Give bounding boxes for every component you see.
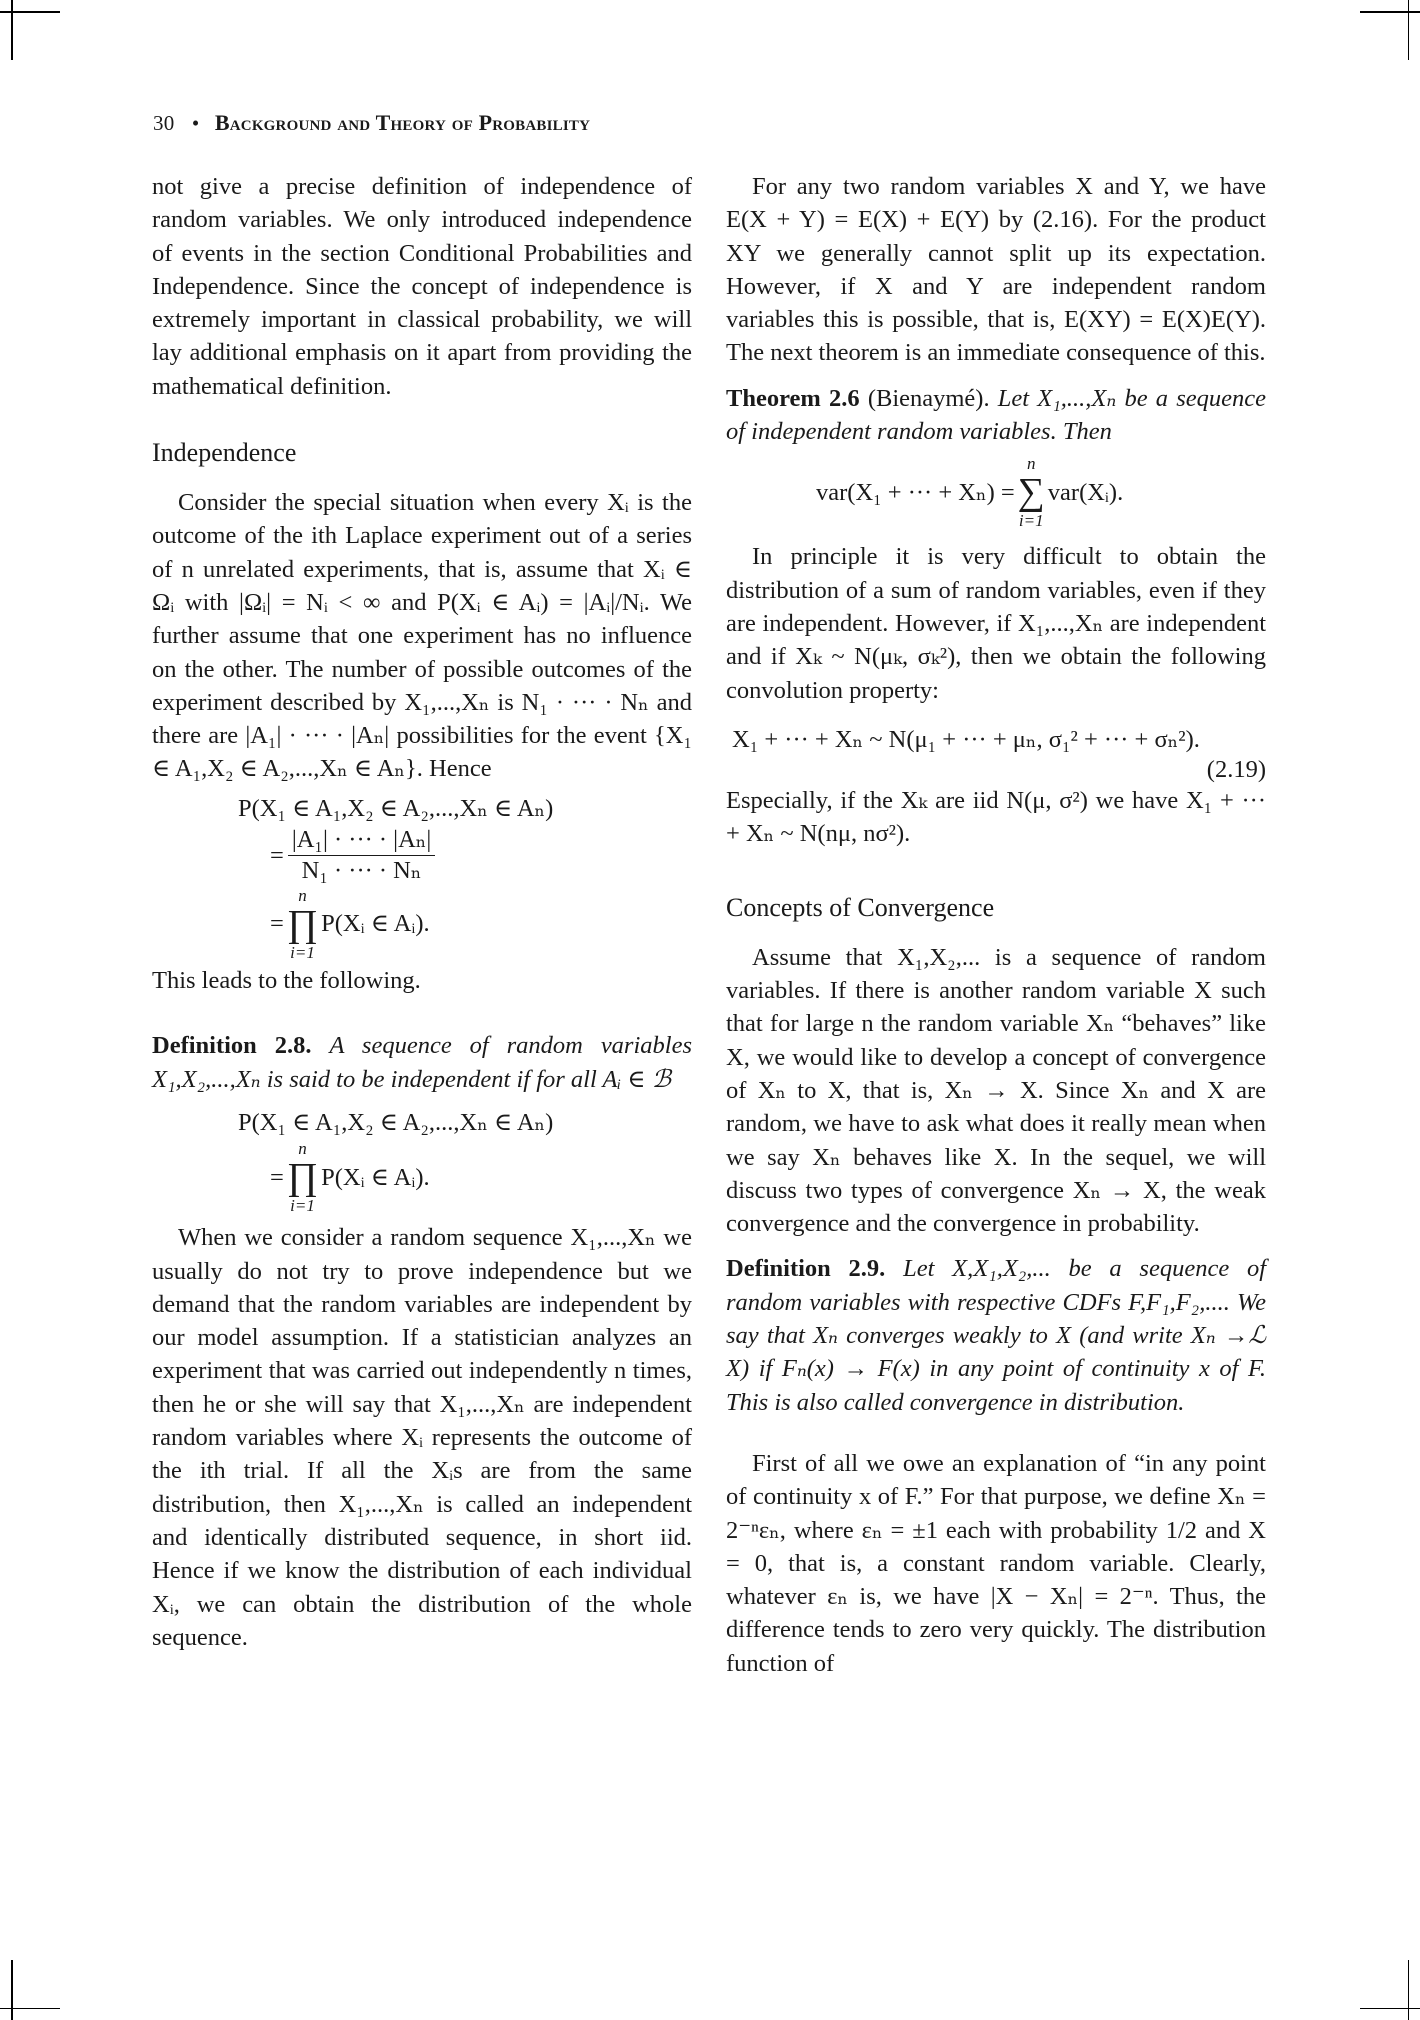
eq1-numerator: |A₁| · ··· · |Aₙ| xyxy=(288,825,435,856)
crop-mark-top-right-h xyxy=(1360,11,1420,13)
equation-bienayme xyxy=(816,454,1266,530)
eq1-line1: P(X₁ ∈ A₁,X₂ ∈ A₂,...,Xₙ ∈ Aₙ) xyxy=(238,794,554,822)
crop-mark-top-right-v xyxy=(1408,0,1410,60)
theorem-2-6-name: (Bienaymé). xyxy=(867,384,990,412)
eq-var-sum-upper: n xyxy=(1026,454,1036,474)
paragraph-assume: Assume that X₁,X₂,... is a sequence of random variables. If there is another random variable X such that for large n the random variable Xₙ “behaves” like X, we would like to develop a concept of convergence of Xₙ to X, that is, Xₙ → X. Since Xₙ and X are random, we have to ask what does it really mean when we say Xₙ behaves like X. In the sequel, we will discuss two types of convergence Xₙ → X, the weak convergence and the convergence in probability. xyxy=(726,943,1266,1238)
running-head xyxy=(153,110,590,136)
definition-2-9-text: Let X,X₁,X₂,... be a sequence of random variables with respective CDFs F,F₁,F₂,.... We say that Xₙ converges weakly to X (and write Xₙ →ℒ X) if Fₙ(x) → F(x) in any point of continuity x of F. This is also called convergence in distribution. xyxy=(726,1255,1267,1416)
theorem-2-6-text: Let X₁,...,Xₙ be a sequence of independent random variables. Then xyxy=(726,384,1266,446)
eq1-product-row xyxy=(270,886,692,962)
eq-var-sum-operator xyxy=(1018,454,1045,530)
paragraph-intro: not give a precise definition of independence of random variables. We only introduced independence of events in the section Conditional Probabilities and Independence. Since the concept of independence is extremely important in classical probability, we will lay additional emphasis on it apart from providing the mathematical definition. xyxy=(152,173,692,400)
eq219-formula: X₁ + ··· + Xₙ ~ N(μ₁ + ··· + μₙ, σ₁² + ··· + σₙ²). xyxy=(732,725,1200,753)
theorem-2-6-label: Theorem 2.6 xyxy=(726,384,860,412)
definition-2-8 xyxy=(152,1029,692,1096)
eq1-equals: = xyxy=(270,841,284,869)
section-heading-convergence: Concepts of Convergence xyxy=(726,892,995,922)
eq2-line1: P(X₁ ∈ A₁,X₂ ∈ A₂,...,Xₙ ∈ Aₙ) xyxy=(238,1108,554,1136)
eq2-product-lower: i=1 xyxy=(290,1196,315,1216)
right-column xyxy=(726,170,1266,1680)
crop-mark-bottom-right-v xyxy=(1408,1960,1410,2020)
eq1-product-operator xyxy=(287,886,318,962)
eq1-equals-2: = xyxy=(270,910,284,938)
eq1-product-upper: n xyxy=(298,886,307,906)
paragraph-first: First of all we owe an explanation of “in any point of continuity x of F.” For that purpose, we define Xₙ = 2⁻ⁿεₙ, where εₙ = ±1 each with probability 1/2 and X = 0, that is, a constant random variable. Clearly, whatever εₙ is, we have |X − Xₙ| = 2⁻ⁿ. Thus, the difference tends to zero very quickly. The distribution function of xyxy=(726,1449,1266,1677)
equation-independence-definition xyxy=(238,1106,692,1215)
eq2-product-row xyxy=(270,1139,692,1215)
theorem-2-6 xyxy=(726,382,1266,449)
eq-var-lhs: var(X₁ + ··· + Xₙ) = xyxy=(816,478,1015,506)
paragraph-when: When we consider a random sequence X₁,...,Xₙ we usually do not try to prove independence but we demand that the random variables are independent by our model assumption. If a statistician analyzes an experiment that was carried out independently n times, then he or she will say that X₁,...,Xₙ are independent random variables where Xᵢ represents the outcome of the ith trial. If all the Xᵢs are from the same distribution, then X₁,...,Xₙ is called an independent and identically distributed sequence, in short iid. Hence if we know the distribution of each individual Xᵢ, we can obtain the distribution of the whole sequence. xyxy=(152,1224,692,1651)
eq-var-sum-lower: i=1 xyxy=(1018,511,1044,531)
definition-2-9 xyxy=(726,1252,1266,1418)
crop-mark-top-left-h xyxy=(0,11,60,13)
eq1-denominator: N₁ · ··· · Nₙ xyxy=(301,857,422,885)
eq1-fraction-row xyxy=(270,825,692,886)
header-bullet: • xyxy=(191,111,200,135)
eq2-product-upper: n xyxy=(298,1139,307,1159)
running-title: Background and Theory of Probability xyxy=(214,110,591,135)
crop-mark-bottom-right-h xyxy=(1360,2008,1420,2010)
paragraph-consider: Consider the special situation when every Xᵢ is the outcome of the ith Laplace experiment out of a series of n unrelated experiments, that is, assume that Xᵢ ∈ Ωᵢ with |Ωᵢ| = Nᵢ < ∞ and P(Xᵢ ∈ Aᵢ) = |Aᵢ|/Nᵢ. We further assume that one experiment has no influence on the other. The number of possible outcomes of the experiment described by X₁,...,Xₙ is N₁ · ··· · Nₙ and there are |A₁| · ··· · |Aₙ| possibilities for the event {X₁ ∈ A₁,X₂ ∈ A₂,...,Xₙ ∈ Aₙ}. Hence xyxy=(152,489,692,783)
eq1-product-symbol: ∏ xyxy=(286,903,319,946)
paragraph-leads: This leads to the following. xyxy=(152,967,421,995)
crop-mark-bottom-left-v xyxy=(11,1960,13,2020)
eq2-product-symbol: ∏ xyxy=(286,1156,319,1199)
eq219-tag: (2.19) xyxy=(1206,756,1266,784)
left-column xyxy=(152,170,692,1654)
paragraph-forany: For any two random variables X and Y, we have E(X + Y) = E(X) + E(Y) by (2.16). For the product XY we generally cannot split up its expectation. However, if X and Y are independent random variables this is possible, that is, E(XY) = E(X)E(Y). The next theorem is an immediate consequence of this. xyxy=(726,173,1266,367)
eq-var-rhs: var(Xᵢ). xyxy=(1047,478,1124,506)
section-heading-independence: Independence xyxy=(152,438,297,468)
eq2-equals: = xyxy=(270,1163,284,1191)
crop-mark-bottom-left-h xyxy=(0,2008,60,2010)
equation-2-19 xyxy=(726,723,1266,784)
eq1-product-lower: i=1 xyxy=(290,943,315,963)
eq1-product-body: P(Xᵢ ∈ Aᵢ). xyxy=(321,910,430,938)
definition-2-8-text: A sequence of random variables X₁,X₂,...,Xₙ is said to be independent if for all Aᵢ ∈ ℬ xyxy=(152,1032,692,1093)
equation-product-probability xyxy=(238,792,692,962)
paragraph-especially: Especially, if the Xₖ are iid N(μ, σ²) we have X₁ + ··· + Xₙ ~ N(nμ, nσ²). xyxy=(726,787,1266,848)
definition-2-8-label: Definition 2.8. xyxy=(152,1032,312,1060)
eq-var-sum-symbol: ∑ xyxy=(1017,471,1045,514)
crop-mark-top-left-v xyxy=(11,0,13,60)
page-number: 30 xyxy=(153,111,175,135)
paragraph-principle: In principle it is very difficult to obtain the distribution of a sum of random variables, even if they are independent. However, if X₁,...,Xₙ are independent and if Xₖ ~ N(μₖ, σₖ²), then we obtain the following convolution property: xyxy=(726,543,1266,704)
eq2-product-operator xyxy=(287,1139,318,1215)
eq1-fraction xyxy=(288,825,435,886)
eq2-product-body: P(Xᵢ ∈ Aᵢ). xyxy=(321,1163,430,1191)
definition-2-9-label: Definition 2.9. xyxy=(726,1255,886,1283)
